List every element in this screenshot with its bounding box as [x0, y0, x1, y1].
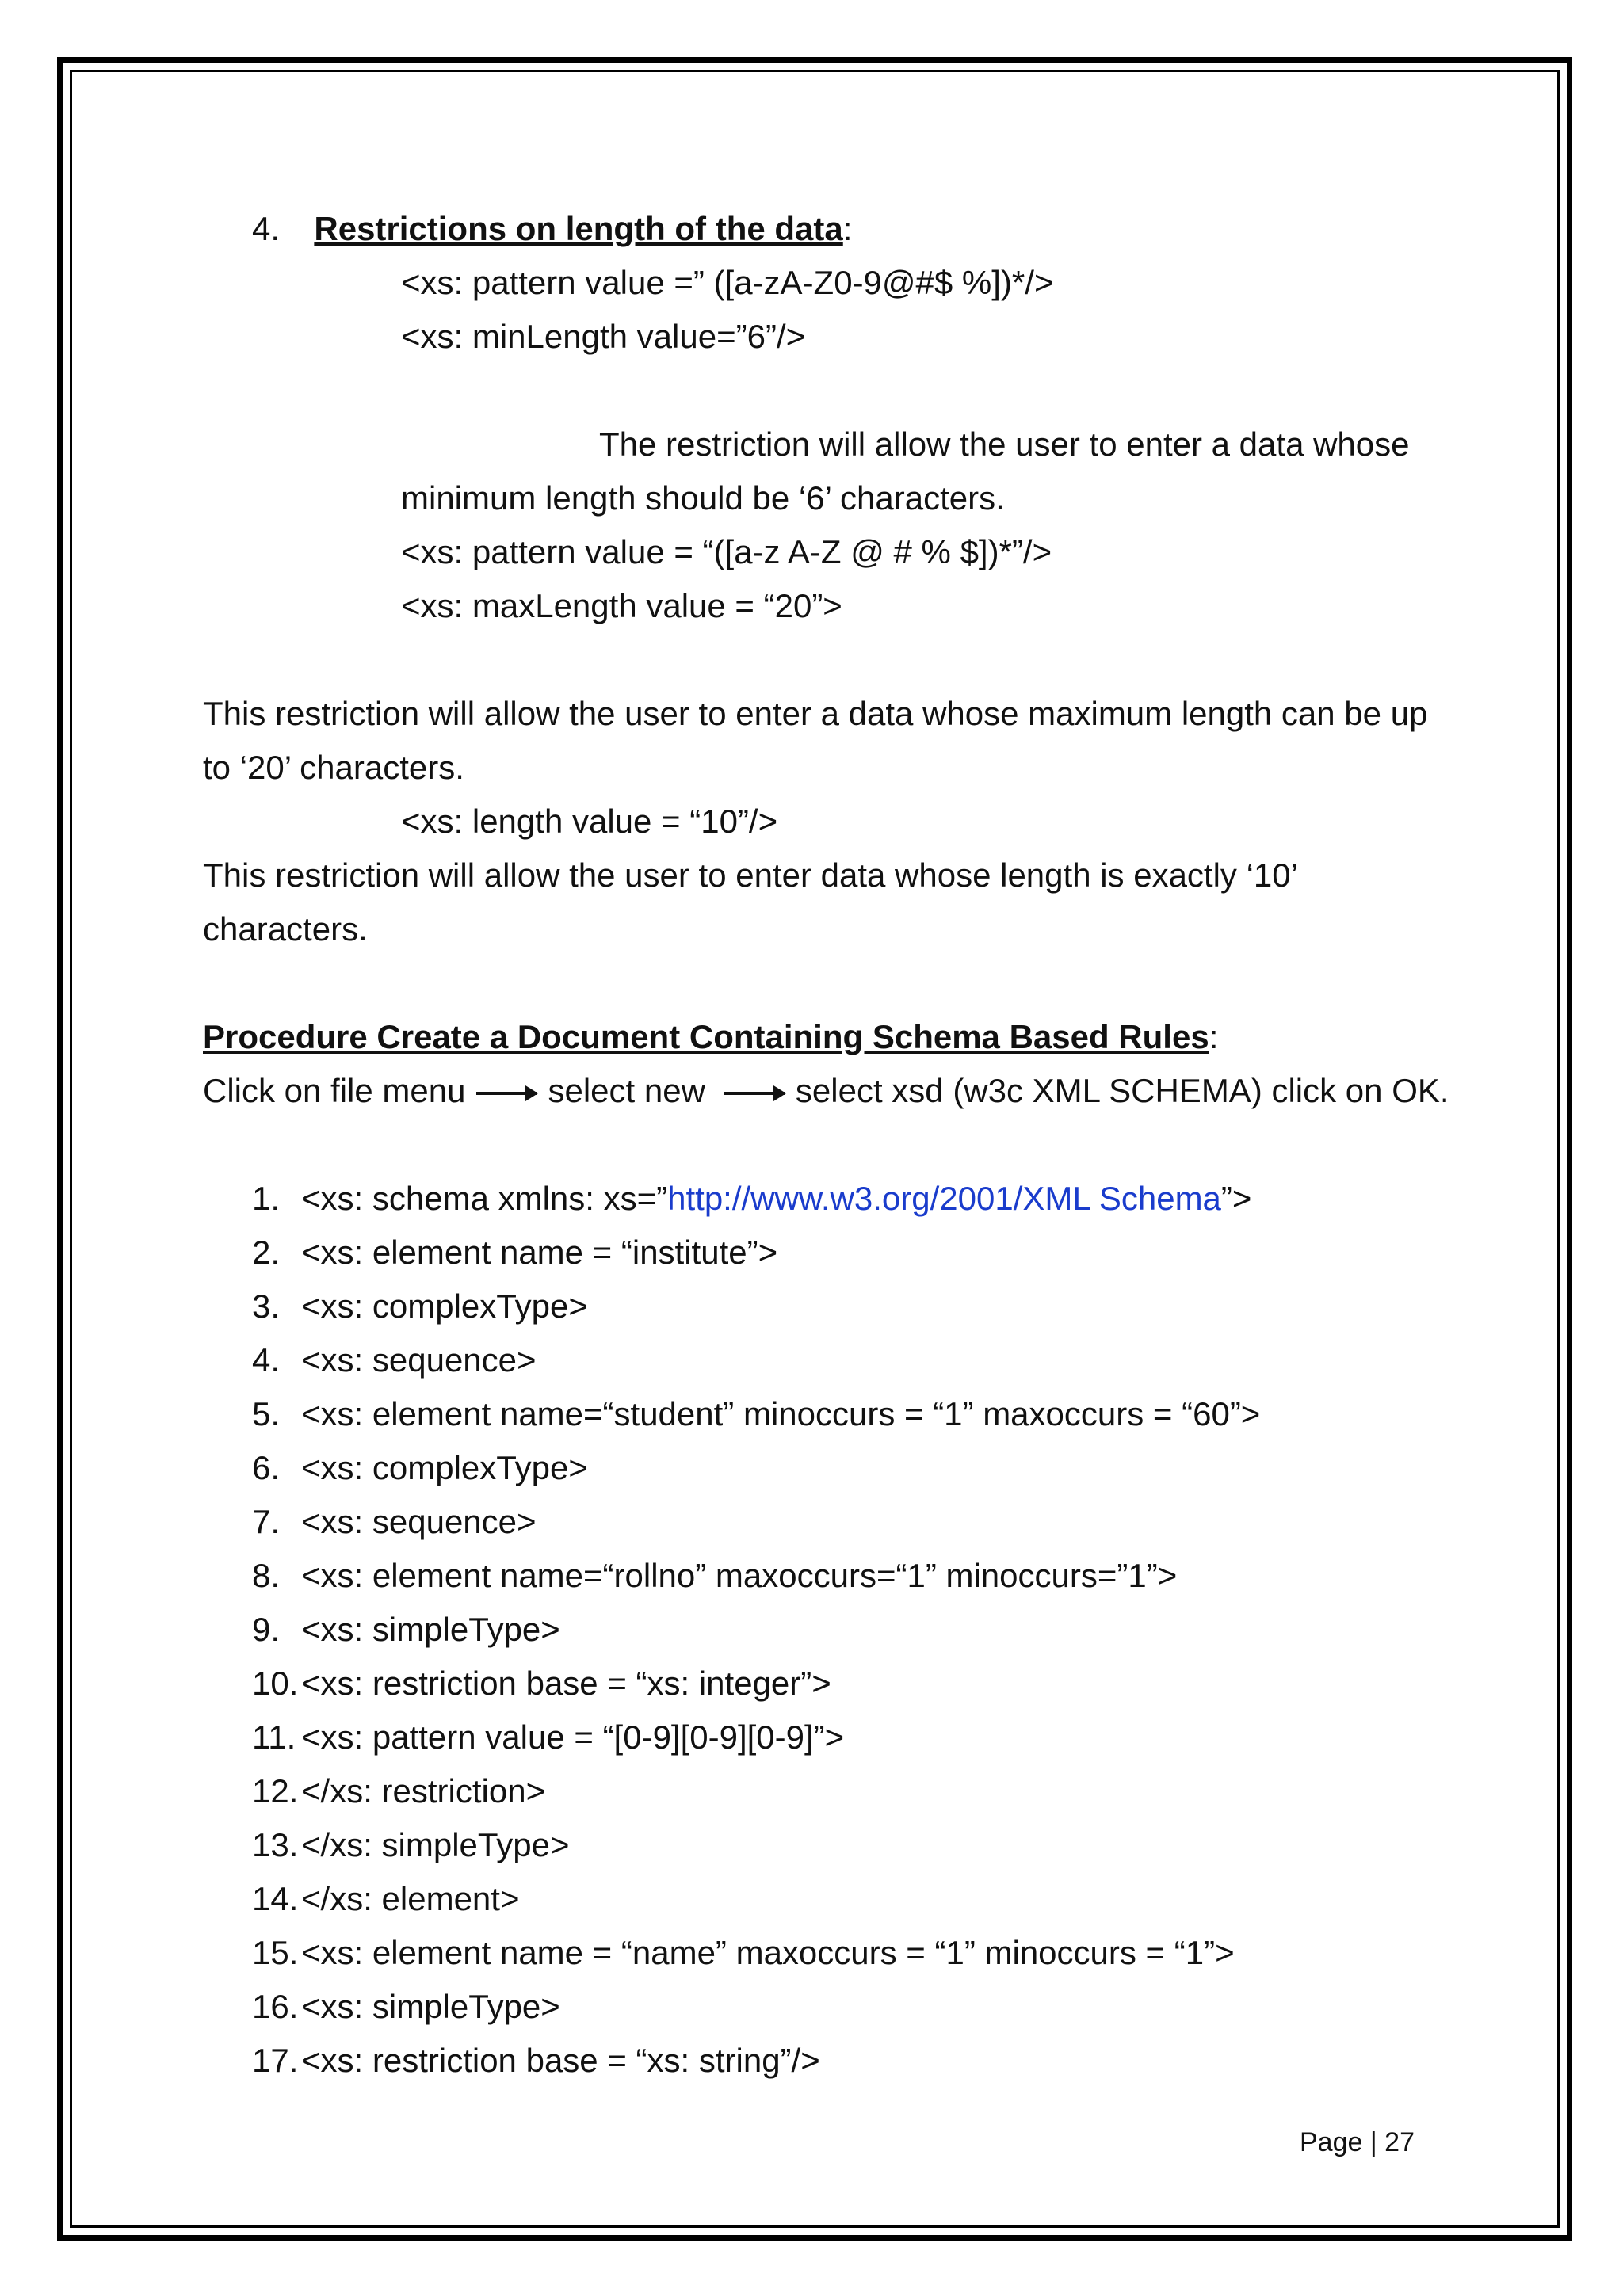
list-item-number: 12. [252, 1772, 299, 1810]
list-item-number: 6. [252, 1449, 281, 1486]
list-item-number: 15. [252, 1934, 299, 1971]
para-maxlength-line1: This restriction will allow the user to enter a data whose maximum length can be up [203, 695, 1428, 732]
list-item [252, 1667, 831, 1700]
list-item-text: <xs: complexType> [301, 1287, 588, 1325]
list-item-text: <xs: element name = “name” maxoccurs = “1” minoccurs = “1”> [301, 1934, 1235, 1971]
schema-url-link[interactable]: http://www.w3.org/2001/XML Schema [667, 1180, 1221, 1217]
para-maxlength-line2: to ‘20’ characters. [203, 749, 464, 786]
list-item [252, 1559, 1177, 1592]
list-item-number: 16. [252, 1988, 299, 2025]
list-item [252, 1395, 1261, 1432]
code-maxlength: <xs: maxLength value = “20”> [401, 587, 842, 624]
list-item-text: <xs: sequence> [301, 1341, 537, 1379]
code-length: <xs: length value = “10”/> [401, 803, 778, 840]
page-footer [1300, 2127, 1415, 2158]
section-number: 4. [252, 210, 281, 247]
para-minlength-line1: The restriction will allow the user to enter a data whose [599, 425, 1410, 463]
list-item-text: <xs: schema xmlns: xs=” [301, 1180, 668, 1217]
list-item-text: </xs: simpleType> [301, 1826, 570, 1863]
list-item [252, 1451, 588, 1485]
list-item-text: <xs: element name=“student” minoccurs = “1” maxoccurs = “60”> [301, 1395, 1261, 1432]
list-item [252, 1341, 537, 1379]
section-heading [252, 212, 852, 246]
procedure-title-colon: : [1209, 1018, 1219, 1055]
procedure-step-file-menu: Click on file menu [203, 1072, 466, 1109]
list-item-text: <xs: complexType> [301, 1449, 588, 1486]
list-item [252, 1990, 560, 2023]
list-item-text: </xs: element> [301, 1880, 520, 1917]
page-separator: | [1369, 2127, 1377, 2157]
list-item-number: 3. [252, 1287, 281, 1325]
list-item-number: 8. [252, 1557, 281, 1594]
list-item [252, 2044, 820, 2077]
list-item-number: 7. [252, 1503, 281, 1540]
list-item [252, 1772, 546, 1810]
page-label: Page [1300, 2127, 1363, 2157]
code-pattern-2: <xs: pattern value = “([a-z A-Z @ # % $])*”/> [401, 533, 1052, 570]
list-item [252, 1936, 1235, 1970]
procedure-steps [203, 1074, 1449, 1108]
procedure-heading [203, 1020, 1218, 1054]
list-item-number: 17. [252, 2042, 299, 2079]
list-item [252, 1613, 560, 1646]
list-item-number: 4. [252, 1341, 281, 1379]
code-minlength: <xs: minLength value=”6”/> [401, 318, 806, 355]
page-number: 27 [1384, 2127, 1415, 2157]
list-item [252, 1287, 588, 1325]
list-item-text: <xs: simpleType> [301, 1988, 560, 2025]
list-item [252, 1718, 845, 1756]
list-item-number: 14. [252, 1880, 299, 1917]
procedure-step-select-xsd: select xsd (w3c XML SCHEMA) click on OK. [795, 1072, 1449, 1109]
list-item [252, 1505, 537, 1539]
para-length-line1: This restriction will allow the user to enter data whose length is exactly ‘10’ [203, 856, 1298, 894]
arrow-right-icon [724, 1092, 785, 1095]
list-item-text: </xs: restriction> [301, 1772, 546, 1810]
section-title: Restrictions on length of the data [314, 210, 843, 247]
list-item-text: <xs: sequence> [301, 1503, 537, 1540]
section-title-colon: : [842, 210, 853, 247]
list-item-text: <xs: restriction base = “xs: string”/> [301, 2042, 820, 2079]
list-item-text: <xs: simpleType> [301, 1611, 560, 1648]
arrow-right-icon [476, 1092, 537, 1095]
list-item-text: <xs: element name = “institute”> [301, 1234, 778, 1271]
list-item-number: 13. [252, 1826, 299, 1863]
list-item-number: 9. [252, 1611, 281, 1648]
list-item-text: <xs: pattern value = “[0-9][0-9][0-9]”> [301, 1718, 845, 1756]
procedure-step-select-new: select new [548, 1072, 705, 1109]
list-item-text-end: ”> [1220, 1180, 1252, 1217]
list-item-number: 11. [252, 1718, 296, 1756]
list-item [252, 1236, 777, 1269]
list-item-number: 10. [252, 1665, 299, 1702]
list-item [252, 1182, 1251, 1215]
list-item-text: <xs: restriction base = “xs: integer”> [301, 1665, 831, 1702]
list-item [252, 1826, 570, 1863]
list-item [252, 1882, 519, 1916]
procedure-title: Procedure Create a Document Containing Schema Based Rules [203, 1018, 1209, 1055]
code-pattern-1: <xs: pattern value =” ([a-zA-Z0-9@#$ %])*/> [401, 264, 1054, 301]
list-item-number: 5. [252, 1395, 281, 1432]
para-minlength-line2: minimum length should be ‘6’ characters. [401, 479, 1005, 517]
list-item-number: 2. [252, 1234, 281, 1271]
para-length-line2: characters. [203, 910, 368, 948]
list-item-text: <xs: element name=“rollno” maxoccurs=“1” minoccurs=”1”> [301, 1557, 1178, 1594]
list-item-number: 1. [252, 1180, 281, 1217]
